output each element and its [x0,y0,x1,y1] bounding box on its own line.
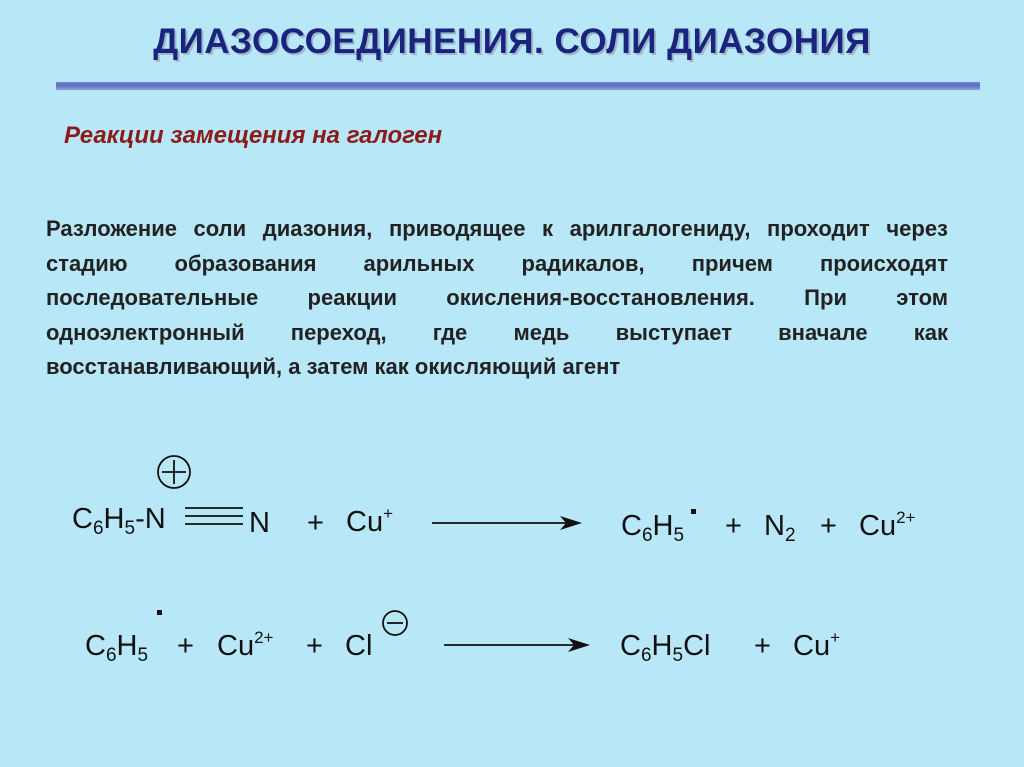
radical-dot-icon [157,610,162,615]
reaction1-product-c-index: 6 [641,525,653,546]
reaction2-product-c-index: 6 [640,645,652,666]
reaction1-plus-3: + [820,510,837,542]
reaction1-h: H [103,503,125,535]
reaction1-product-h: H [652,510,674,542]
reaction1-h-index: 5 [124,518,136,539]
description-paragraph: Разложение соли диазония, приводящее к арилгалогениду, проходит через стадию образования арильных радикалов, причем происходят последовательные реакции окисления-восстановления. При этом одноэлектронный переход, где медь выступает вначале как восстанавливающий, а затем как окисляющий агент [46,216,948,379]
reaction1-plus-2: + [725,510,742,542]
reaction2-chloride: Cl [345,630,373,662]
page-title: ДИАЗОСОЕДИНЕНИЯ. СОЛИ ДИАЗОНИЯ [153,22,871,61]
reaction2-cu-charge: 2+ [254,628,274,647]
reaction2-cu: Cu [217,630,255,662]
reaction1-cu-charge: + [383,504,394,523]
reaction1-cu2-charge: 2+ [896,508,916,527]
triple-bond-icon [185,508,243,524]
reaction2-plus-1: + [177,630,194,662]
reaction2-cu-product-charge: + [830,628,841,647]
reaction2-plus-3: + [754,630,771,662]
reaction2-c-index: 6 [105,645,117,666]
reaction2-h: H [116,630,138,662]
reaction2-h-index: 5 [137,645,149,666]
reaction1-c: C [72,503,93,535]
section-subtitle: Реакции замещения на галоген [64,122,443,149]
radical-dot-icon [691,509,696,514]
reaction1-product-c: C [621,510,642,542]
reaction1-terminal-n: N [249,507,270,539]
reaction1-dash-n: -N [135,503,166,535]
reaction2-product-cl: Cl [683,630,711,662]
reaction1-plus-1: + [307,507,324,539]
reaction2-plus-2: + [306,630,323,662]
reaction1-cu2: Cu [859,510,897,542]
reaction1-n2-index: 2 [784,525,796,546]
reaction1-n2: N [764,510,785,542]
reaction2-product-h-index: 5 [672,645,684,666]
positive-charge-icon [158,456,190,488]
reaction1-arrow-icon [432,516,582,530]
reaction1-c-index: 6 [92,518,104,539]
reaction2-c: C [85,630,106,662]
reaction1-product-h-index: 5 [673,525,685,546]
reaction2-product-c: C [620,630,641,662]
reaction2-arrow-icon [444,638,590,652]
reaction1-cu: Cu [346,506,384,538]
negative-charge-icon [383,611,407,635]
reaction2-product-h: H [651,630,673,662]
reaction2-cu-product: Cu [793,630,831,662]
